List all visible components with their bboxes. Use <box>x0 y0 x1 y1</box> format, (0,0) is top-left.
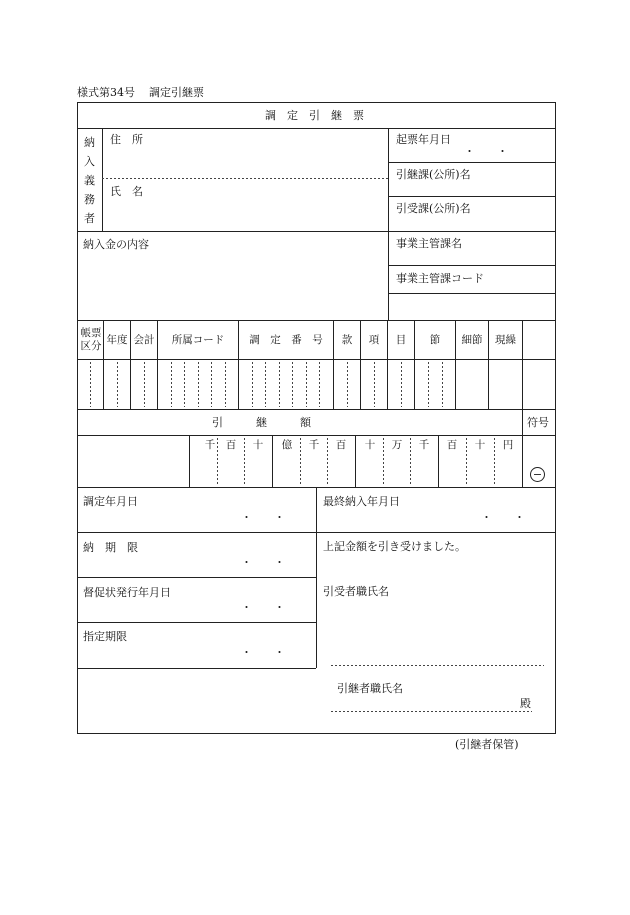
form-number: 様式第34号 <box>77 86 135 99</box>
digit-unit: 十 <box>474 439 486 451</box>
header-fiscal-year: 年度 <box>106 334 128 346</box>
header-saisetsu: 細節 <box>461 334 483 346</box>
sign-minus-icon: − <box>530 467 545 482</box>
designated-deadline-label: 指定期限 <box>83 630 127 643</box>
header-form-category: 帳票 区分 <box>80 327 102 352</box>
name-label: 氏 名 <box>110 185 143 198</box>
due-date-label: 納 期 限 <box>83 541 138 554</box>
digit-unit: 億 <box>281 439 293 451</box>
storage-note: (引継者保管) <box>455 738 519 751</box>
digit-unit: 千 <box>204 439 216 451</box>
amount-label: 引 継 額 <box>212 416 311 429</box>
header-setsu: 節 <box>429 334 441 346</box>
designated-deadline-dots: ・ ・ <box>241 646 285 659</box>
last-payment-date-dots: ・ ・ <box>481 511 525 524</box>
header-department-code: 所属コード <box>171 334 225 346</box>
assessment-date-dots: ・ ・ <box>241 511 285 524</box>
payer-label-char: 務 <box>84 193 95 206</box>
receive-section-label: 引受課(公所)名 <box>396 202 471 215</box>
digit-unit: 万 <box>391 439 403 451</box>
digit-unit: 十 <box>364 439 376 451</box>
digit-unit: 百 <box>335 439 347 451</box>
business-section-code-label: 事業主管課コード <box>396 272 484 285</box>
transfer-section-label: 引継課(公所)名 <box>396 168 471 181</box>
honorific: 殿 <box>520 697 531 710</box>
receiver-label: 引受者職氏名 <box>323 585 389 598</box>
payer-label-char: 者 <box>84 212 95 225</box>
header-kou: 項 <box>368 334 380 346</box>
payer-label-char: 入 <box>84 155 95 168</box>
assessment-date-label: 調定年月日 <box>83 495 138 508</box>
digit-unit: 千 <box>308 439 320 451</box>
issue-date-label: 起票年月日 <box>396 133 451 146</box>
issue-date-dots: ・ ・ <box>464 145 508 158</box>
digit-unit: 百 <box>446 439 458 451</box>
last-payment-date-label: 最終納入年月日 <box>323 495 400 508</box>
receipt-statement: 上記金額を引き受けました。 <box>323 540 466 553</box>
header-carryover: 現繰 <box>495 334 516 346</box>
header-moku: 目 <box>395 334 407 346</box>
address-label: 住 所 <box>110 133 143 146</box>
reminder-date-dots: ・ ・ <box>241 601 285 614</box>
payer-label-char: 義 <box>84 174 95 187</box>
due-date-dots: ・ ・ <box>241 556 285 569</box>
transferor-label: 引継者職氏名 <box>337 682 403 695</box>
reminder-date-label: 督促状発行年月日 <box>83 586 171 599</box>
business-section-label: 事業主管課名 <box>396 237 462 250</box>
form-title: 調 定 引 継 票 <box>265 109 364 122</box>
form-name: 調定引継票 <box>149 86 204 99</box>
digit-unit: 十 <box>252 439 264 451</box>
header-account: 会計 <box>133 334 155 346</box>
digit-unit: 百 <box>225 439 237 451</box>
sign-label: 符号 <box>527 416 549 429</box>
contents-label: 納入金の内容 <box>83 238 149 251</box>
payer-label-char: 納 <box>84 136 95 149</box>
digit-unit: 円 <box>502 439 514 451</box>
digit-unit: 千 <box>418 439 430 451</box>
header-assessment-number: 調 定 番 号 <box>249 334 323 346</box>
header-kan: 款 <box>341 334 353 346</box>
